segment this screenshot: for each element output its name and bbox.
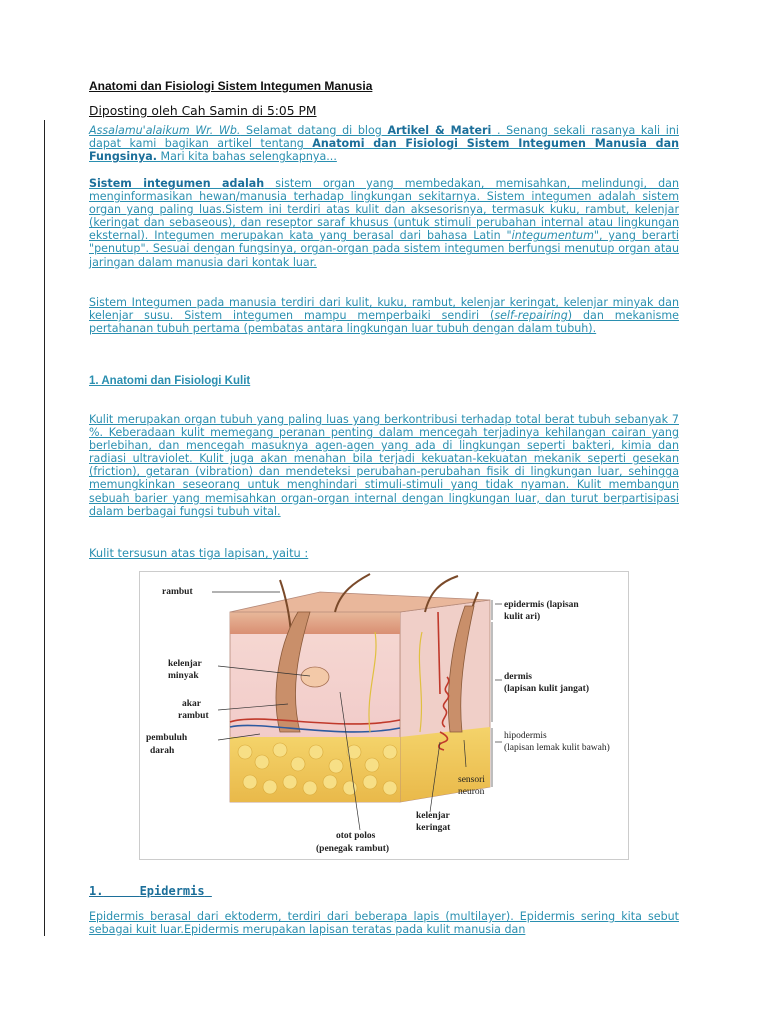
label-pembuluh-2: darah	[150, 746, 175, 756]
definition-text-end: ", yang berarti "penutup". Sesuai dengan fungsinya, organ-organ pada sistem integumen berfungsi menutup organ atau jaringan dalam manusia dari kontak luar.	[89, 229, 680, 269]
label-keringat-1: kelenjar	[416, 811, 450, 821]
components-text-end: ) dan mekanisme pertahanan tubuh pertama (pembatas antara lingkungan luar tubuh dengan dalam tubuh).	[89, 309, 679, 336]
intro-text: Selamat datang di blog	[240, 124, 388, 137]
page-margin-line	[44, 120, 45, 936]
label-otot-1: otot polos	[336, 831, 376, 841]
section-heading-kulit: 1. Anatomi dan Fisiologi Kulit	[89, 375, 251, 387]
blog-name-link[interactable]: Artikel & Materi	[387, 124, 492, 137]
self-repairing-term: self-repairing	[494, 309, 568, 323]
paragraph-kulit: Kulit merupakan organ tubuh yang paling luas yang berkontribusi terhadap total berat tubuh sebanyak 7 %. Keberadaan kulit memegang peranan penting dalam mencegah terjadinya kehilangan cairan yang berlebihan, dan mencegah masuknya agen-agen yang ada di lingkungan seperti bakteri, kimia dan radiasi ultraviolet. Kulit juga akan menahan bila terjadi kekuatan-kekuatan mekanik seperti gesekan (friction), getaran (vibration) dan mendeteksi perubahan-perubahan fisik di lingkungan luar, sehingga memungkinkan seseorang untuk menghindari stimuli-stimuli yang tidak nyaman. Kulit membangun sebuah barier yang memisahkan organ-organ internal dengan lingkungan luar, dan turut berpartisipasi dalam berbagai fungsi tubuh vital.	[89, 413, 679, 518]
label-pembuluh-1: pembuluh	[146, 733, 188, 743]
definition-text: sistem organ yang membedakan, memisahkan, melindungi, dan menginformasikan hewan/manusia terhadap lingkungan sekitarnya. Sistem integumen adalah sistem organ yang paling luas.Sistem ini terdiri atas kulit dan aksesorisnya, termasuk kuku, rambut, kelenjar (keringat dan sebaseous), dan reseptor saraf khusus (untuk stimuli perubahan internal atau lingkungan eksternal). Integumen merupakan kata yang berasal dari bahasa Latin "	[89, 177, 679, 243]
label-dermis-2: (lapisan kulit jangat)	[504, 684, 589, 694]
label-keringat-2: keringat	[416, 823, 451, 833]
latin-term: integumentum	[511, 229, 594, 243]
label-sensori-1: sensori	[458, 775, 485, 785]
definition-lead: Sistem integumen adalah	[89, 177, 265, 190]
intro-text-mid: . Senang sekali rasanya kali ini dapat kami bagikan artikel tentang	[89, 124, 679, 151]
paragraph-definition	[89, 177, 679, 269]
greeting: Assalamu'alaikum Wr. Wb.	[89, 124, 241, 137]
label-epidermis-1: epidermis (lapisan	[504, 600, 579, 610]
post-meta: Diposting oleh Cah Samin di 5:05 PM	[89, 104, 317, 118]
label-sensori-2: neuron	[458, 787, 485, 797]
paragraph-components	[89, 296, 679, 335]
section-number: 1.	[89, 884, 104, 898]
layers-intro: Kulit tersusun atas tiga lapisan, yaitu :	[89, 546, 309, 560]
label-kelenjar-minyak-1: kelenjar	[168, 659, 202, 669]
article-title-link[interactable]: Anatomi dan Fisiologi Sistem Integumen Manusia dan Fungsinya.	[89, 137, 679, 164]
label-dermis-1: dermis	[504, 672, 532, 682]
intro-paragraph	[89, 124, 679, 163]
components-text: Sistem Integumen pada manusia terdiri dari kulit, kuku, rambut, kelenjar keringat, kelenjar minyak dan kelenjar susu. Sistem integumen mampu memperbaiki sendiri (	[89, 296, 679, 323]
label-epidermis-2: kulit ari)	[504, 612, 541, 622]
intro-tail: Mari kita bahas selengkapnya...	[157, 150, 337, 164]
paragraph-epidermis: Epidermis berasal dari ektoderm, terdiri dari beberapa lapis (multilayer). Epidermis sering kita sebut sebagai kuit luar.Epidermis merupakan lapisan teratas pada kulit manusia dan	[89, 910, 679, 937]
label-hipodermis-2: (lapisan lemak kulit bawah)	[504, 743, 610, 753]
skin-anatomy-figure	[139, 571, 629, 860]
label-akar-rambut-1: akar	[182, 699, 201, 709]
label-hipodermis-1: hipodermis	[504, 731, 547, 741]
label-kelenjar-minyak-2: minyak	[168, 671, 199, 681]
label-rambut: rambut	[162, 587, 193, 597]
label-otot-2: (penegak rambut)	[316, 844, 390, 854]
label-akar-rambut-2: rambut	[178, 711, 209, 721]
section-heading-epidermis	[89, 884, 212, 898]
skin-diagram	[140, 572, 628, 859]
document-title: Anatomi dan Fisiologi Sistem Integumen Manusia	[89, 79, 373, 93]
section-heading-text: Epidermis	[139, 884, 205, 898]
